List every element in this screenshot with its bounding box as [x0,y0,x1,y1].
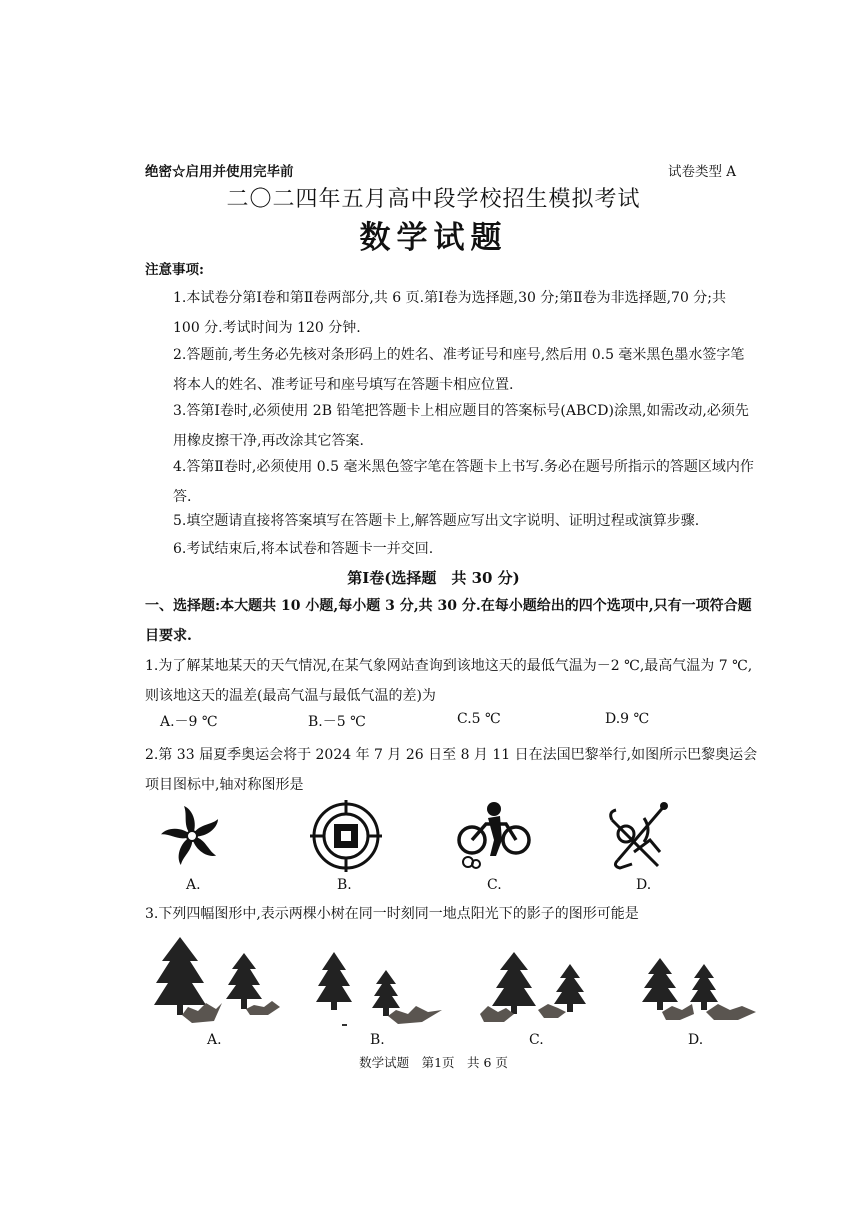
q2-label-a: A. [186,877,201,893]
cyclist-icon [456,800,534,872]
q3-label-b: B. [370,1032,385,1048]
notice-item-6: 6.考试结束后,将本试卷和答题卡一并交回. [173,541,434,557]
q2-label-b: B. [337,877,352,893]
exam-title: 二〇二四年五月高中段学校招生模拟考试 [226,187,641,212]
q3-label-d: D. [688,1032,704,1048]
trees-shadow-icon [474,950,606,1030]
q1-option-d: D.9 ℃ [605,711,650,727]
trees-shadow-icon [152,935,284,1027]
secret-label: 绝密☆启用并使用完毕前 [145,164,294,180]
q2-label-c: C. [487,877,502,893]
section-title: 第Ⅰ卷(选择题 共 30 分) [347,569,520,587]
q1-option-c: C.5 ℃ [457,711,501,727]
notice-item-4: 4.答第Ⅱ卷时,必须使用 0.5 毫米黑色签字笔在答题卡上书写.务必在题号所指示的答题区域内作答. [173,459,754,505]
notice-item-5: 5.填空题请直接将答案填写在答题卡上,解答题应写出文字说明、证明过程或演算步骤. [173,513,700,529]
pinwheel-icon [158,802,226,870]
question-1-stem: 1.为了解某地某天的天气情况,在某气象网站查询到该地这天的最低气温为－2 ℃,最高气温为 7 ℃,则该地这天的温差(最高气温与最低气温的差)为 [145,658,753,704]
subject-title: 数学试题 [359,220,508,256]
q1-option-a: A.－9 ℃ [160,714,218,730]
question-3-stem: 3.下列四幅图形中,表示两棵小树在同一时刻同一地点阳光下的影子的图形可能是 [145,906,639,922]
section-instruction: 一、选择题:本大题共 10 小题,每小题 3 分,共 30 分.在每小题给出的四个选项中,只有一项符合题目要求. [145,598,752,644]
target-square-icon [310,800,382,872]
notice-heading: 注意事项: [145,262,204,278]
trees-shadow-icon [634,950,758,1030]
q1-option-b: B.－5 ℃ [308,714,366,730]
q3-label-a: A. [207,1032,222,1048]
notice-item-1: 1.本试卷分第Ⅰ卷和第Ⅱ卷两部分,共 6 页.第Ⅰ卷为选择题,30 分;第Ⅱ卷为非选择题,70 分;共 100 分.考试时间为 120 分钟. [173,290,727,336]
q3-label-c: C. [529,1032,544,1048]
notice-item-3: 3.答第Ⅰ卷时,必须使用 2B 铅笔把答题卡上相应题目的答案标号(ABCD)涂黑,如需改动,必须先用橡皮擦干净,再改涂其它答案. [173,403,749,449]
question-2-stem: 2.第 33 届夏季奥运会将于 2024 年 7 月 26 日至 8 月 11 日在法国巴黎举行,如图所示巴黎奥运会项目图标中,轴对称图形是 [145,747,758,793]
paper-type: 试卷类型 A [668,164,737,180]
page-footer: 数学试题 第1页 共 6 页 [359,1055,508,1070]
q2-label-d: D. [636,877,652,893]
notice-item-2: 2.答题前,考生务必先核对条形码上的姓名、准考证号和座号,然后用 0.5 毫米黑色墨水签字笔将本人的姓名、准考证号和座号填写在答题卡相应位置. [173,347,745,393]
hockey-icon [604,800,676,872]
trees-shadow-icon [312,950,444,1030]
